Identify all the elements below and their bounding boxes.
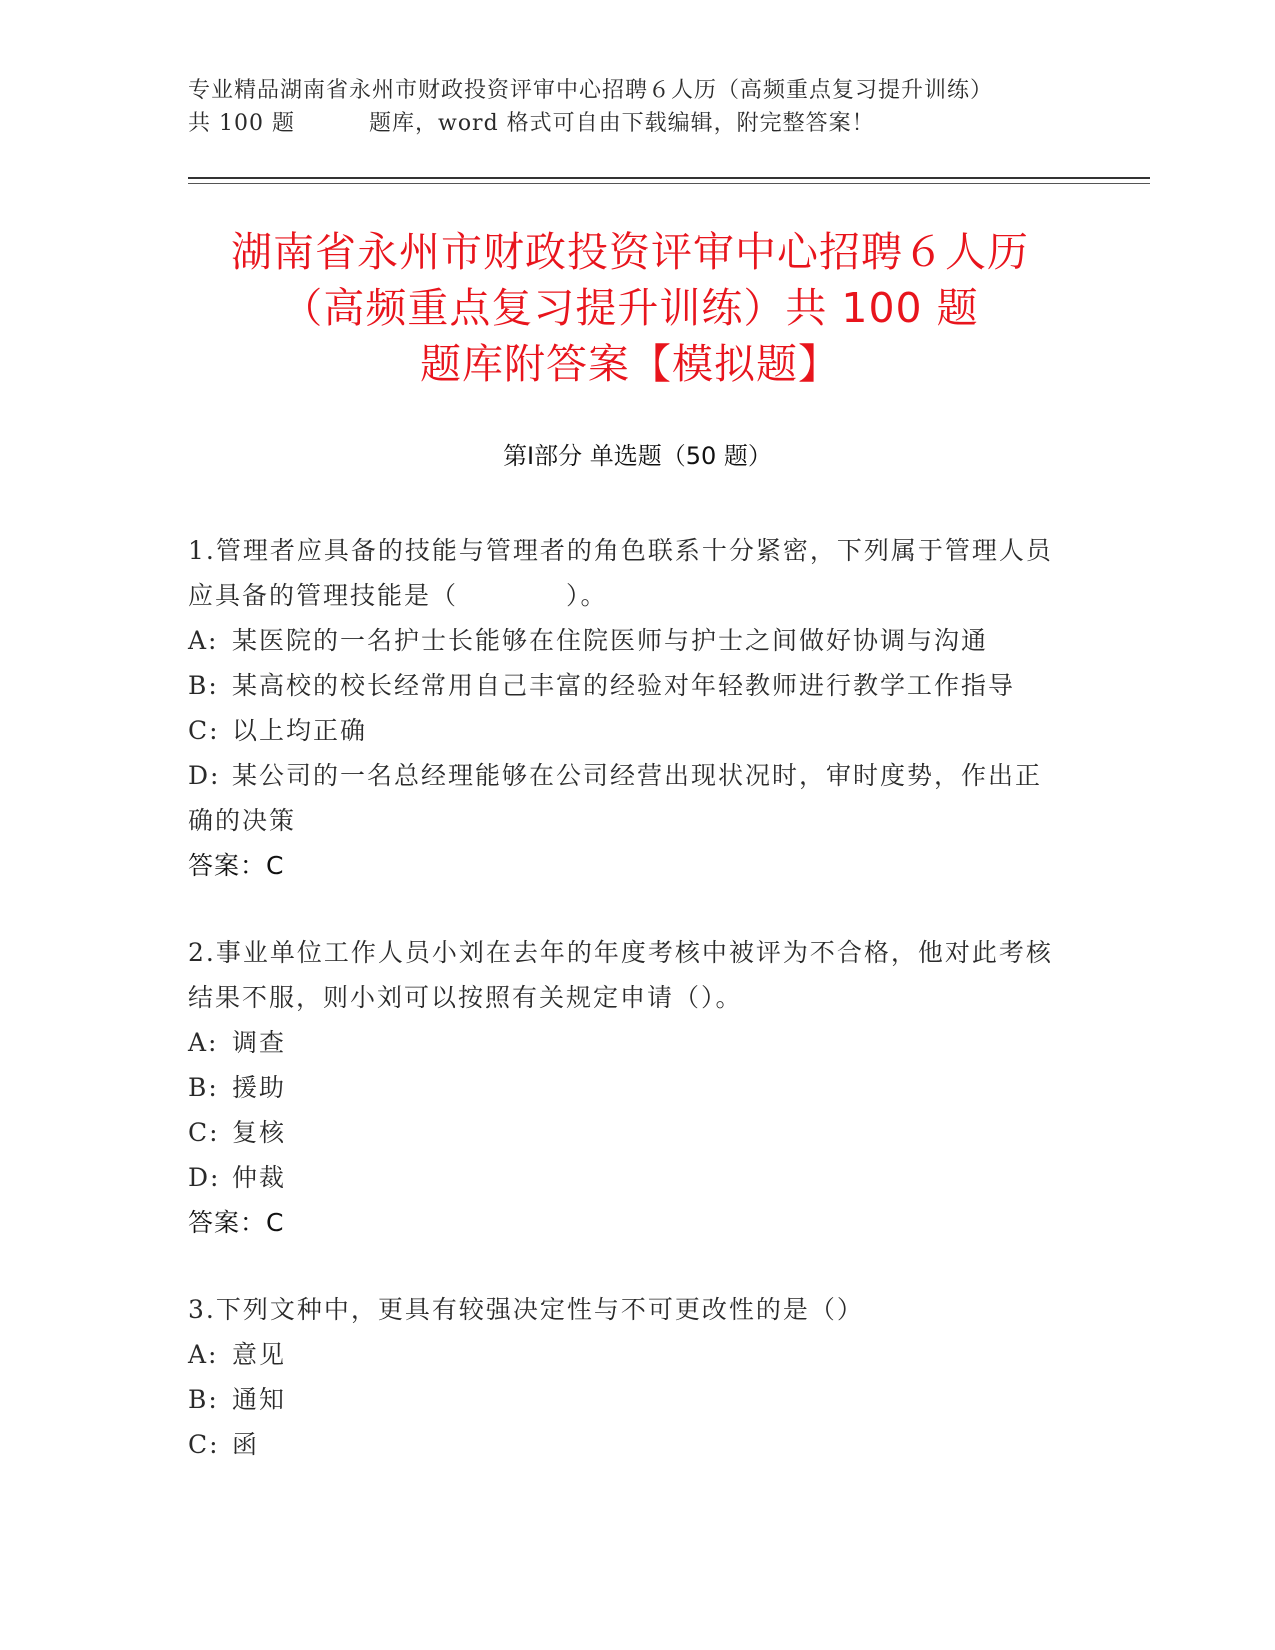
option-a bbox=[188, 1332, 1068, 1377]
question-list bbox=[188, 528, 1068, 1509]
question-2 bbox=[188, 930, 1068, 1245]
header-note bbox=[188, 74, 1068, 140]
option-c bbox=[188, 1422, 1068, 1467]
option-d bbox=[188, 753, 1068, 843]
header-format-note: 题库，word 格式可自由下载编辑，附完整答案！ bbox=[368, 111, 875, 136]
option-text: 调查 bbox=[232, 1028, 287, 1057]
document-title bbox=[150, 224, 1110, 392]
answer: 答案：C bbox=[188, 851, 285, 880]
option-c bbox=[188, 708, 1068, 753]
option-key: D: bbox=[188, 1163, 221, 1192]
option-key: A: bbox=[188, 1340, 219, 1369]
question-3 bbox=[188, 1287, 1068, 1467]
title-line-1: 湖南省永州市财政投资评审中心招聘６人历 bbox=[231, 228, 1029, 276]
option-text: 某公司的一名总经理能够在公司经营出现状况时，审时度势，作出正确的决策 bbox=[188, 761, 1043, 835]
option-c bbox=[188, 1110, 1068, 1155]
option-b bbox=[188, 663, 1068, 708]
option-key: D: bbox=[188, 761, 221, 790]
option-a bbox=[188, 618, 1068, 663]
option-key: C: bbox=[188, 716, 220, 745]
option-key: B: bbox=[188, 1385, 219, 1414]
header-question-count: 共 100 题 bbox=[188, 111, 295, 136]
option-key: B: bbox=[188, 671, 219, 700]
header-divider-thin bbox=[188, 183, 1150, 184]
option-text: 函 bbox=[232, 1430, 260, 1459]
title-line-3: 题库附答案【模拟题】 bbox=[420, 340, 840, 388]
option-key: A: bbox=[188, 626, 219, 655]
question-stem: 1.管理者应具备的技能与管理者的角色联系十分紧密，下列属于管理人员应具备的管理技能是（ ）。 bbox=[188, 536, 1053, 610]
option-text: 仲裁 bbox=[232, 1163, 287, 1192]
header-line-1: 专业精品湖南省永州市财政投资评审中心招聘６人历（高频重点复习提升训练） bbox=[188, 78, 994, 103]
option-text: 某高校的校长经常用自己丰富的经验对年轻教师进行教学工作指导 bbox=[232, 671, 1016, 700]
option-text: 复核 bbox=[232, 1118, 287, 1147]
option-d bbox=[188, 1155, 1068, 1200]
option-a bbox=[188, 1020, 1068, 1065]
option-b bbox=[188, 1377, 1068, 1422]
section-title: 第Ⅰ部分 单选题（50 题） bbox=[503, 442, 772, 470]
option-text: 以上均正确 bbox=[232, 716, 368, 745]
option-key: C: bbox=[188, 1430, 220, 1459]
option-text: 某医院的一名护士长能够在住院医师与护士之间做好协调与沟通 bbox=[232, 626, 989, 655]
option-text: 意见 bbox=[232, 1340, 287, 1369]
answer: 答案：C bbox=[188, 1208, 285, 1237]
option-key: C: bbox=[188, 1118, 220, 1147]
question-stem: 3.下列文种中，更具有较强决定性与不可更改性的是（） bbox=[188, 1295, 864, 1324]
option-b bbox=[188, 1065, 1068, 1110]
question-stem: 2.事业单位工作人员小刘在去年的年度考核中被评为不合格，他对此考核结果不服，则小刘可以按照有关规定申请（）。 bbox=[188, 938, 1053, 1012]
question-1 bbox=[188, 528, 1068, 888]
option-key: B: bbox=[188, 1073, 219, 1102]
option-text: 援助 bbox=[232, 1073, 287, 1102]
header-divider-thick bbox=[188, 177, 1150, 179]
title-line-2: （高频重点复习提升训练）共 100 题 bbox=[281, 284, 979, 332]
header-line-2 bbox=[188, 107, 1068, 140]
option-text: 通知 bbox=[232, 1385, 287, 1414]
option-key: A: bbox=[188, 1028, 219, 1057]
